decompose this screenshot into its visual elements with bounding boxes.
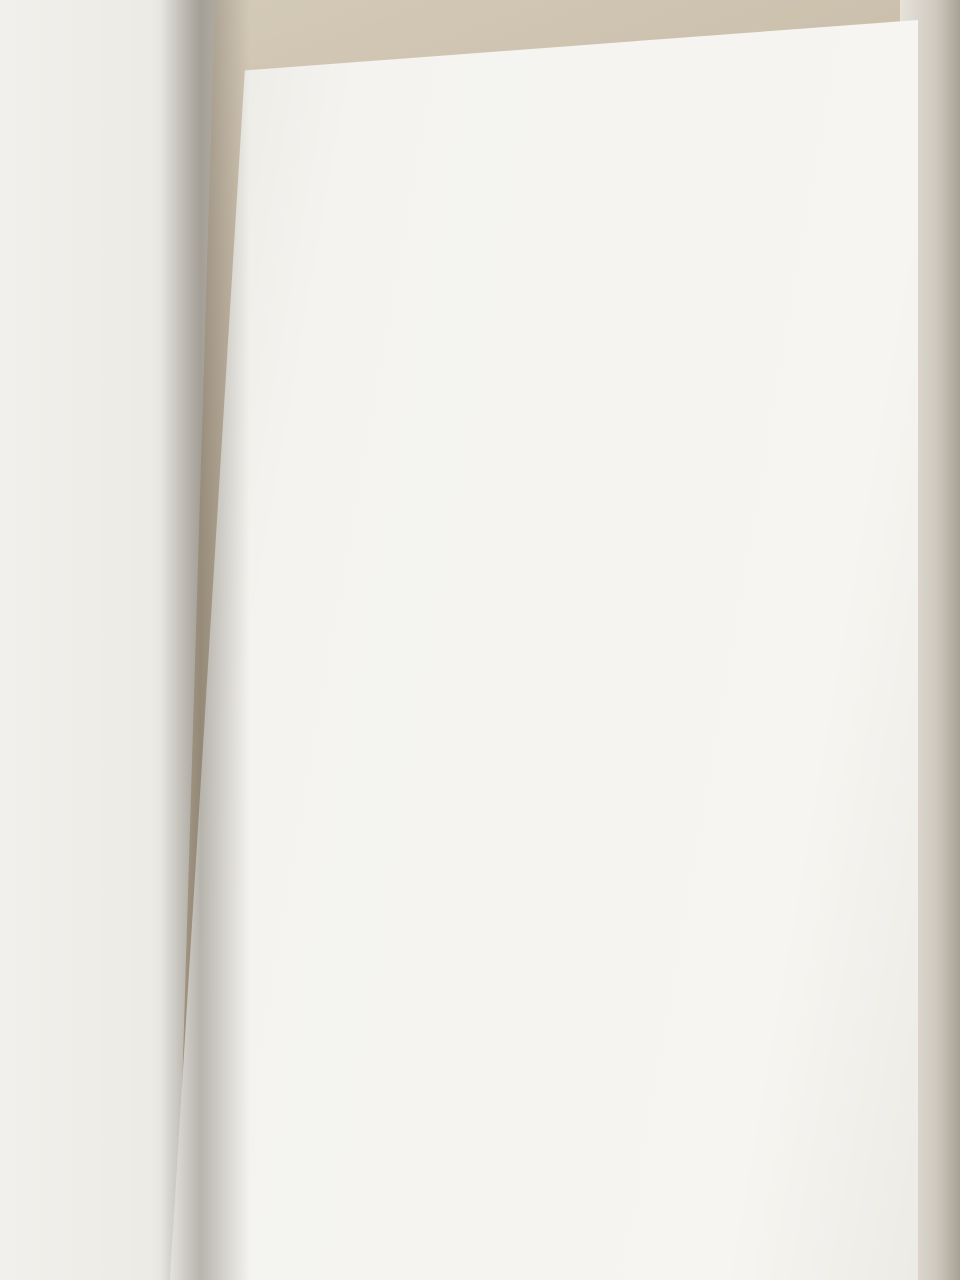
right-page [170,20,918,1280]
left-page-text [0,120,162,132]
right-page-text [238,140,843,160]
